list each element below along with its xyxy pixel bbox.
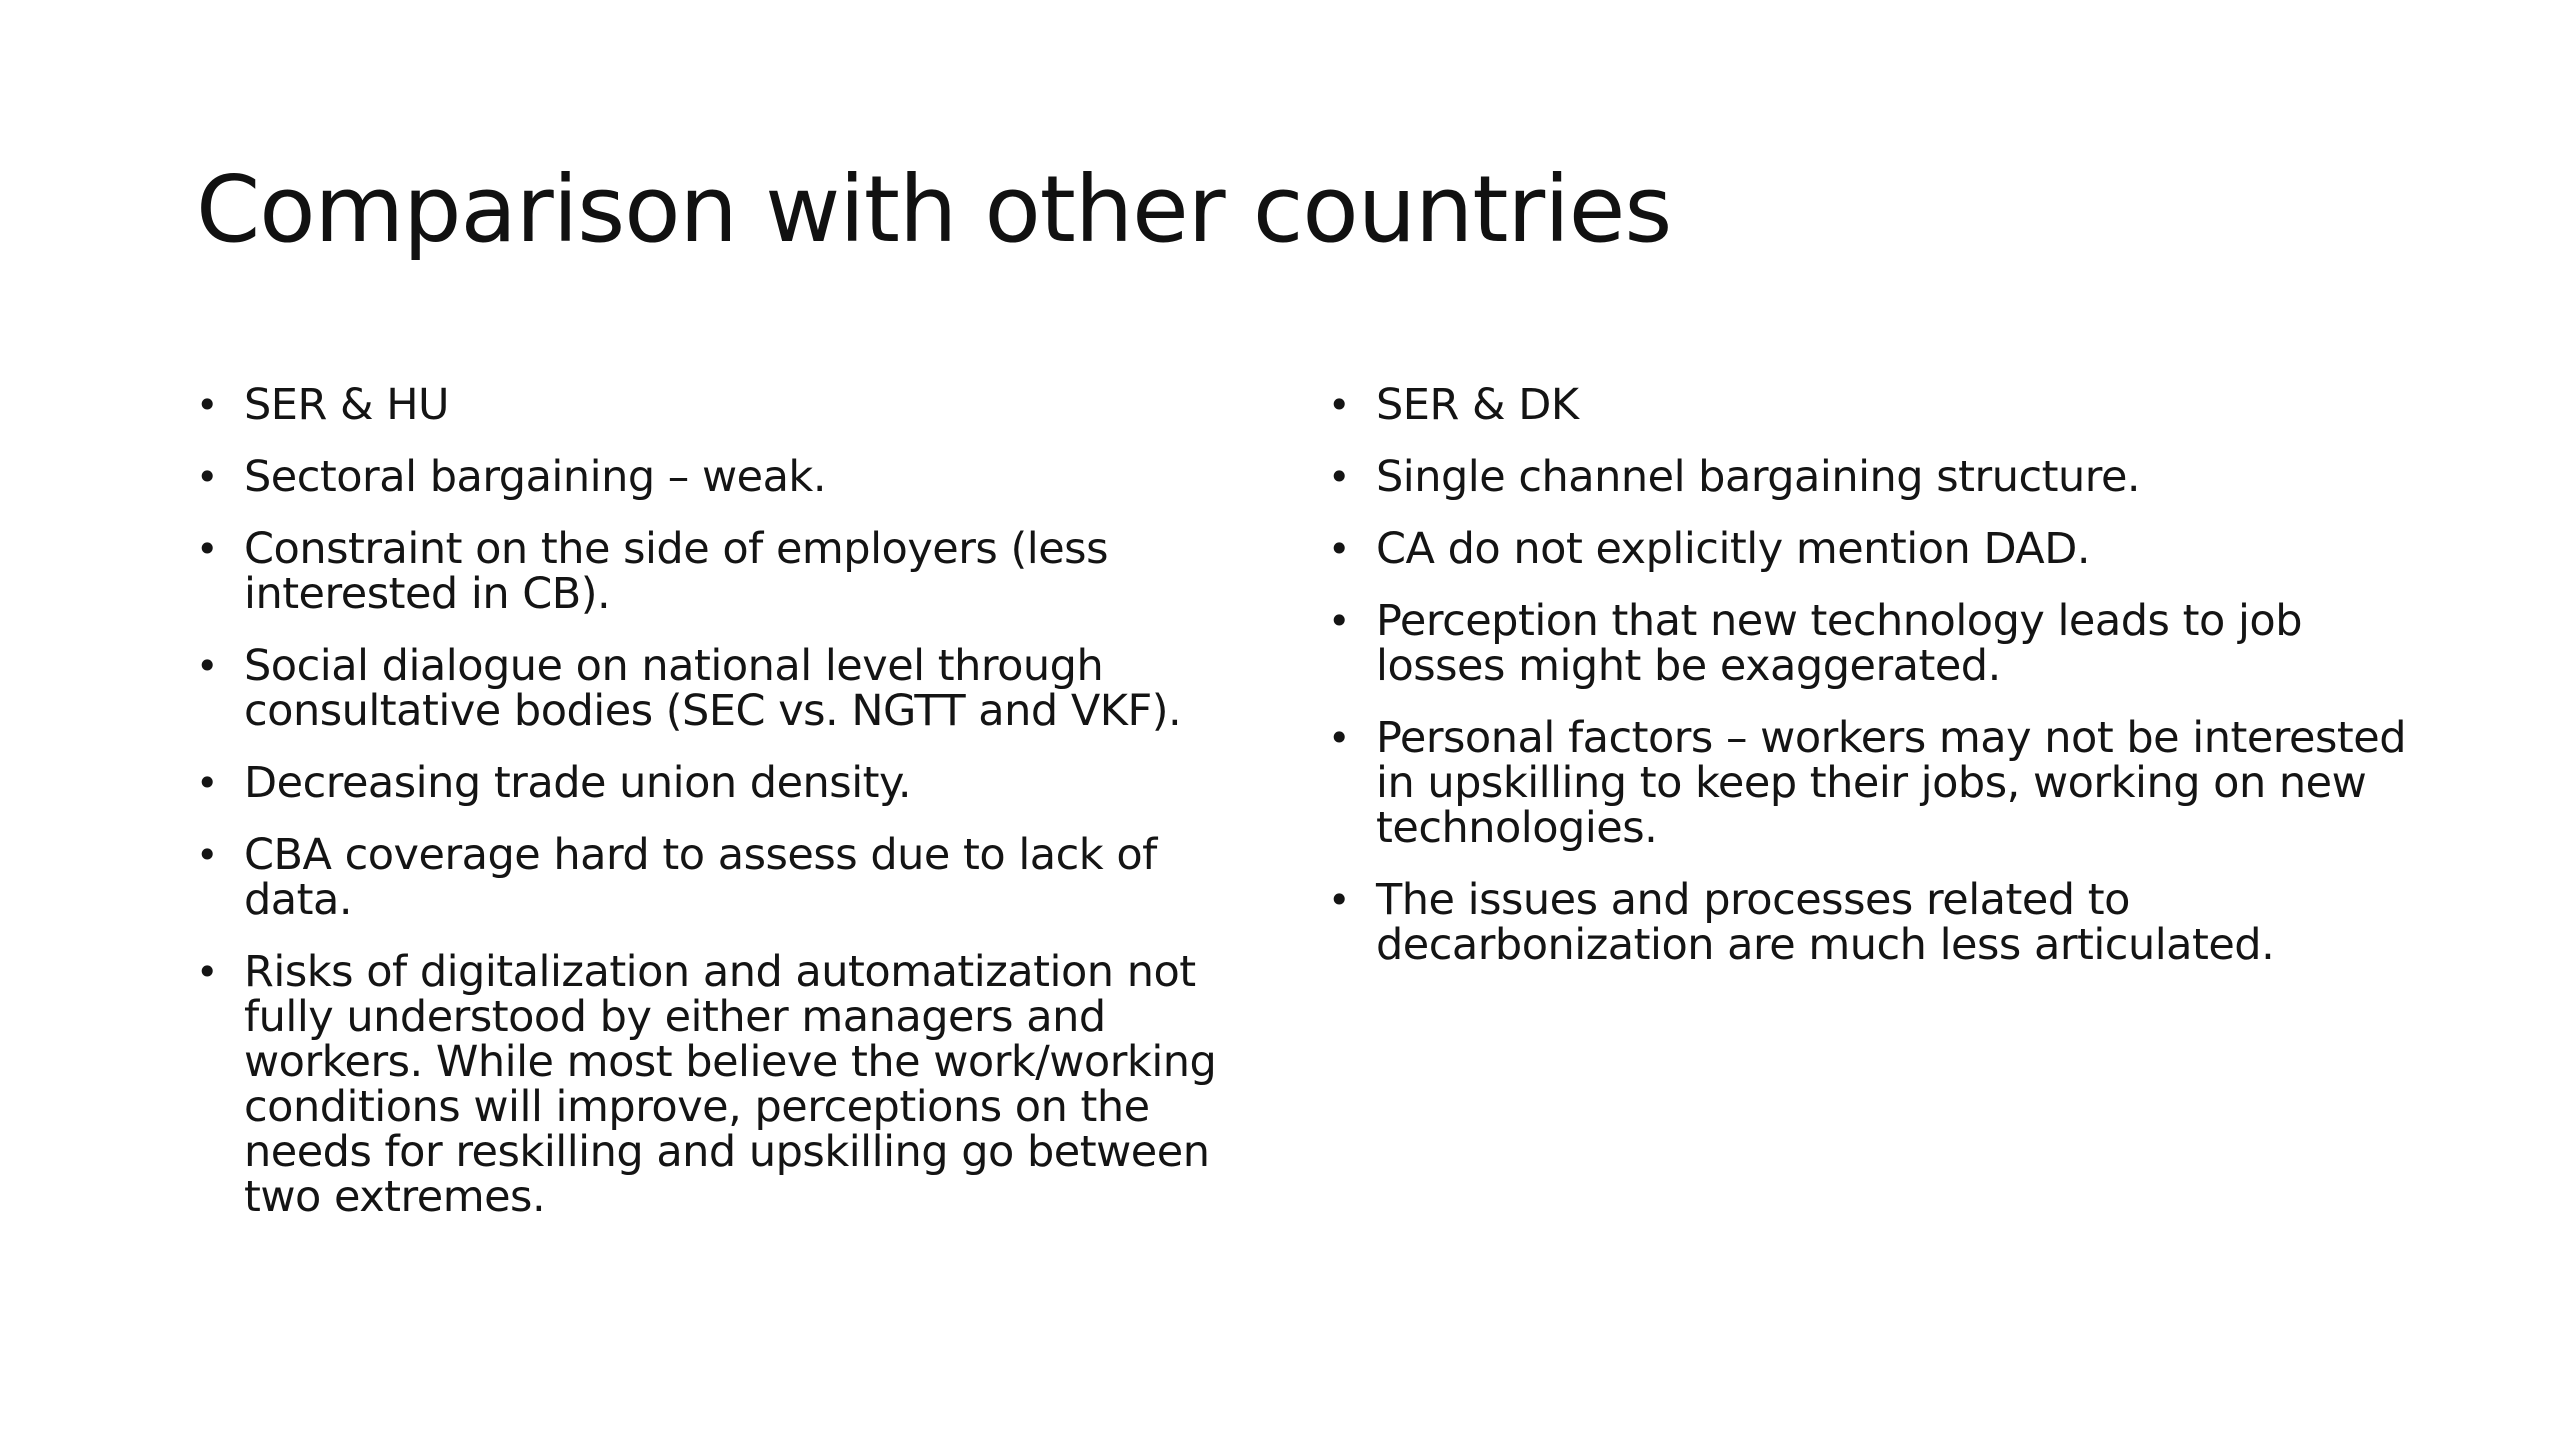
bullet-item bbox=[1328, 452, 2428, 502]
bullet-dot-icon: • bbox=[1328, 383, 1350, 427]
bullet-text: Single channel bargaining structure. bbox=[1376, 452, 2141, 502]
bullet-dot-icon: • bbox=[196, 455, 218, 499]
left-bullet-list bbox=[196, 380, 1256, 1247]
bullet-item bbox=[196, 641, 1256, 736]
bullet-text: Social dialogue on national level through consultative bodies (SEC vs. NGTT and VKF). bbox=[244, 641, 1182, 736]
bullet-item bbox=[196, 947, 1256, 1222]
bullet-item bbox=[1328, 380, 2428, 430]
bullet-item bbox=[196, 380, 1256, 430]
bullet-text: Risks of digitalization and automatization not fully understood by either managers and workers. While most believe the work/working conditions will improve, perceptions on the needs for reskilling and upskilling go between two extremes. bbox=[244, 947, 1217, 1222]
bullet-dot-icon: • bbox=[196, 527, 218, 571]
bullet-text: Personal factors – workers may not be interested in upskilling to keep their jobs, working on new technologies. bbox=[1376, 713, 2406, 853]
bullet-dot-icon: • bbox=[1328, 527, 1350, 571]
bullet-dot-icon: • bbox=[196, 644, 218, 688]
bullet-dot-icon: • bbox=[1328, 878, 1350, 922]
bullet-text: The issues and processes related to decarbonization are much less articulated. bbox=[1376, 875, 2275, 970]
bullet-dot-icon: • bbox=[196, 383, 218, 427]
bullet-item bbox=[1328, 524, 2428, 574]
bullet-text: CBA coverage hard to assess due to lack of data. bbox=[244, 830, 1157, 925]
bullet-text: Sectoral bargaining – weak. bbox=[244, 452, 826, 502]
bullet-dot-icon: • bbox=[196, 833, 218, 877]
bullet-item bbox=[196, 830, 1256, 925]
bullet-text: Decreasing trade union density. bbox=[244, 758, 911, 808]
bullet-dot-icon: • bbox=[1328, 716, 1350, 760]
bullet-item bbox=[196, 758, 1256, 808]
slide-title: Comparison with other countries bbox=[196, 156, 1672, 263]
bullet-text: Constraint on the side of employers (less interested in CB). bbox=[244, 524, 1108, 619]
right-bullet-list bbox=[1328, 380, 2428, 995]
bullet-text: Perception that new technology leads to job losses might be exaggerated. bbox=[1376, 596, 2302, 691]
bullet-item bbox=[1328, 596, 2428, 691]
bullet-item bbox=[196, 524, 1256, 619]
bullet-text: SER & DK bbox=[1376, 380, 1579, 430]
bullet-item bbox=[1328, 875, 2428, 970]
bullet-text: CA do not explicitly mention DAD. bbox=[1376, 524, 2090, 574]
bullet-text: SER & HU bbox=[244, 380, 450, 430]
bullet-item bbox=[196, 452, 1256, 502]
bullet-dot-icon: • bbox=[196, 761, 218, 805]
bullet-dot-icon: • bbox=[1328, 455, 1350, 499]
bullet-item bbox=[1328, 713, 2428, 853]
bullet-dot-icon: • bbox=[196, 950, 218, 994]
bullet-dot-icon: • bbox=[1328, 599, 1350, 643]
